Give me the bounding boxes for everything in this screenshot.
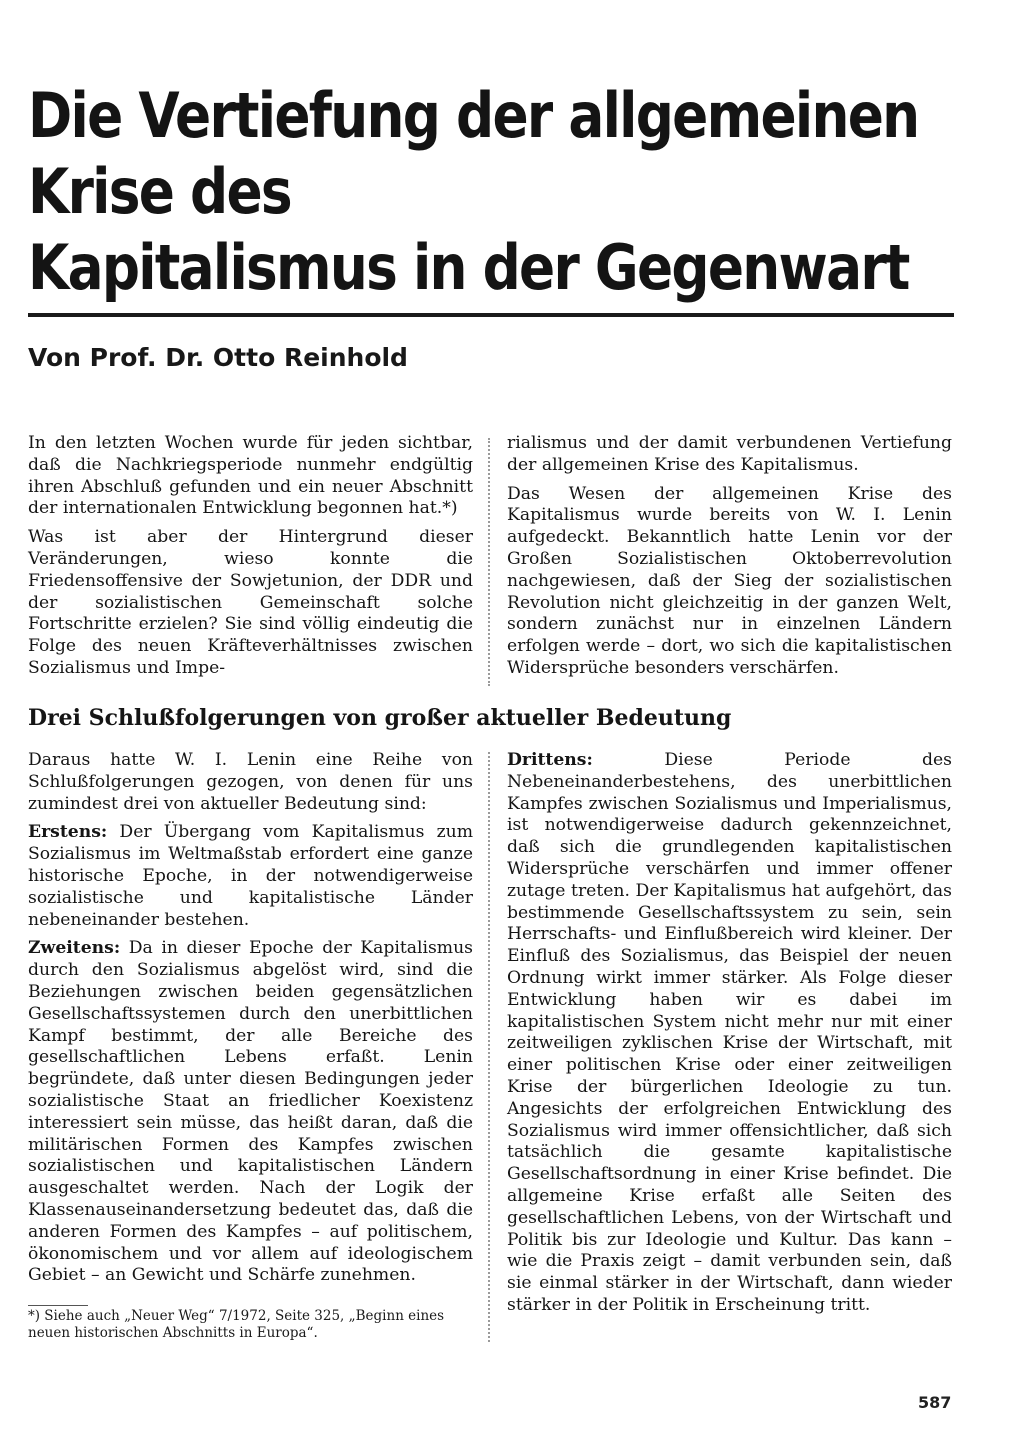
section-paragraph-second bbox=[28, 938, 473, 1287]
intro-paragraph: Was ist aber der Hintergrund dieser Veränderungen, wieso konnte die Friedensoffensive der Sowjetunion, der DDR und der sozialistischen Gemeinschaft solche Fortschritte erzielen? Sie sind völlig eindeutig die Folge des neuen Kräfteverhältnisses zwischen Sozialismus und Impe- bbox=[28, 527, 473, 678]
intro-paragraph: rialismus und der damit verbundenen Vertiefung der allgemeinen Krise des Kapitalismus. bbox=[507, 433, 952, 475]
section-heading: Drei Schlußfolgerungen von großer aktueller Bedeutung bbox=[28, 705, 732, 731]
title-rule bbox=[28, 313, 954, 317]
footnote: *) Siehe auch „Neuer Weg“ 7/1972, Seite 325, „Beginn eines neuen historischen Abschnitts in Europa“. bbox=[28, 1308, 445, 1341]
intro-column-right bbox=[507, 433, 952, 687]
paragraph-text: Da in dieser Epoche der Kapitalismus durch den Sozialismus abgelöst wird, sind die Beziehungen zwischen beiden gegensätzlichen Gesellschaftssystemen durch den unerbittlichen Kampf bestimmt, der alle Bereiche des gesellschaftlichen Lebens erfaßt. Lenin begründete, daß unter diesen Bedingungen jeder sozialistische Staat an friedlicher Koexistenz interessiert sein müsse, das heißt daran, daß die militärischen Formen des Kampfes zwischen sozialistischen und kapitalistischen Ländern ausgeschaltet werden. Nach der Logik der Klassenauseinandersetzung bedeutet das, daß die anderen Formen des Kampfes – auf politischem, ökonomischem und vor allem auf ideologischem Gebiet – an Gewicht und Schärfe zunehmen. bbox=[28, 938, 473, 1286]
title-line: Krise des bbox=[28, 155, 291, 228]
column-divider bbox=[488, 752, 490, 1342]
section-paragraph: Daraus hatte W. I. Lenin eine Reihe von Schlußfolgerungen gezogen, von denen für uns zumindest drei von aktueller Bedeutung sind: bbox=[28, 750, 473, 814]
title-line: Die Vertiefung der allgemeinen bbox=[28, 79, 919, 152]
section-paragraph-first bbox=[28, 822, 473, 931]
author-byline: Von Prof. Dr. Otto Reinhold bbox=[28, 343, 408, 372]
intro-paragraph: Das Wesen der allgemeinen Krise des Kapitalismus wurde bereits von W. I. Lenin aufgedeckt. Bekanntlich hatte Lenin vor der Großen Sozialistischen Oktoberrevolution nachgewiesen, daß der Sieg der sozialistischen Revolution nicht gleichzeitig in der ganzen Welt, sondern zunächst nur in einzelnen Ländern erfolgen werde – dort, wo sich die kapitalistischen Widersprüche besonders verschärfen. bbox=[507, 483, 952, 678]
footnote-rule bbox=[28, 1305, 88, 1306]
paragraph-text: Diese Periode des Nebeneinanderbestehens, des unerbittlichen Kampfes zwischen Sozialismus und Imperialismus, ist notwendigerweise dadurch gekennzeichnet, daß sich die grundlegenden kapitalistischen Widersprüche verschärfen und immer offener zutage treten. Der Kapitalismus hat aufgehört, das bestimmende Gesellschaftssystem zu sein, sein Herrschafts- und Einflußbereich wird kleiner. Der Einfluß des Sozialismus, das Beispiel der neuen Ordnung wirkt immer stärker. Als Folge dieser Entwicklung haben wir es dabei im kapitalistischen System nicht mehr nur mit einer zeitweiligen zyklischen Krise der Wirtschaft, mit einer politischen Krise oder einer zeitweiligen Krise der bürgerlichen Ideologie zu tun. Angesichts der erfolgreichen Entwicklung des Sozialismus wird immer offensichtlicher, daß sich tatsächlich die gesamte kapitalistische Gesellschaftsordnung in einer Krise befindet. Die allgemeine Krise erfaßt alle Seiten des gesellschaftlichen Lebens, von der Wirtschaft und Politik bis zur Ideologie und Kultur. Das kann – wie die Praxis zeigt – damit verbunden sein, daß sie einmal stärker in der Wirtschaft, dann wieder stärker in der Politik in Erscheinung tritt. bbox=[507, 750, 952, 1315]
title-line: Kapitalismus in der Gegenwart bbox=[28, 231, 909, 304]
intro-paragraph: In den letzten Wochen wurde für jeden sichtbar, daß die Nachkriegsperiode nunmehr endgültig ihren Abschluß gefunden und ein neuer Abschnitt der internationalen Entwicklung begonnen hat.*) bbox=[28, 433, 473, 519]
intro-column-left bbox=[28, 433, 473, 687]
lead-word: Zweitens: bbox=[28, 938, 121, 959]
section-column-right bbox=[507, 750, 952, 1324]
paragraph-text: Der Übergang vom Kapitalismus zum Sozialismus im Weltmaßstab erfordert eine ganze historische Epoche, in der notwendigerweise sozialistische und kapitalistische Länder nebeneinander bestehen. bbox=[28, 822, 473, 930]
column-divider bbox=[488, 438, 490, 686]
lead-word: Drittens: bbox=[507, 750, 593, 770]
section-paragraph-third bbox=[507, 750, 952, 1317]
page-number: 587 bbox=[918, 1393, 952, 1412]
article-title bbox=[28, 78, 919, 306]
lead-word: Erstens: bbox=[28, 822, 108, 843]
section-column-left bbox=[28, 750, 473, 1294]
